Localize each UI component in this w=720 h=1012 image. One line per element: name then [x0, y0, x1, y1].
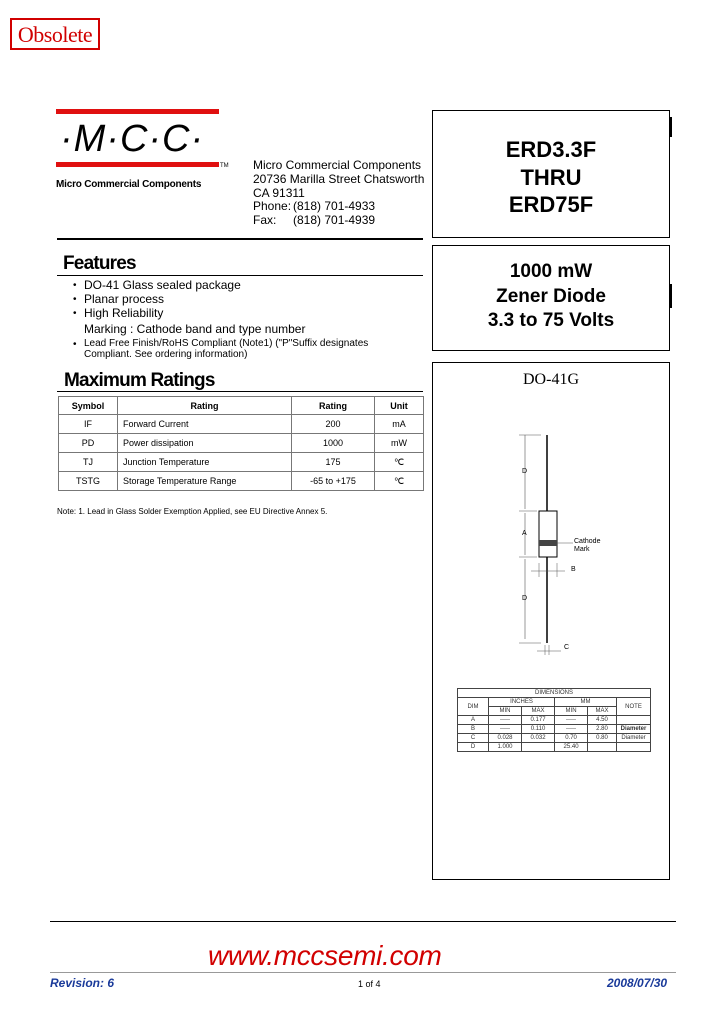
value-cell: 200 [292, 415, 375, 434]
device-type: Zener Diode [496, 286, 606, 307]
feature-item: High Reliability [84, 306, 164, 320]
header-symbol: Symbol [59, 397, 118, 415]
logo-bottom-bar [56, 162, 219, 167]
table-row [59, 434, 424, 453]
sub-header: MIN [555, 707, 588, 716]
value-cell: ----- [555, 716, 588, 725]
dim-header: DIM [458, 698, 489, 716]
value-cell: 0.70 [555, 734, 588, 743]
note-text: Note: 1. Lead in Glass Solder Exemption Applied, see EU Directive Annex 5. [57, 507, 328, 516]
dim-letter-a: A [522, 530, 527, 537]
symbol-cell: TJ [59, 453, 118, 472]
dim-cell: C [458, 734, 489, 743]
package-label: DO-41G [523, 371, 579, 388]
fax-label: Fax: [253, 213, 277, 227]
mcc-logo: ·M·C·C· [60, 118, 205, 160]
table-row [458, 725, 651, 734]
sub-header: MIN [489, 707, 522, 716]
sub-header: MAX [522, 707, 555, 716]
rating-cell: Forward Current [118, 415, 292, 434]
dim-cell: B [458, 725, 489, 734]
part-number-end: ERD75F [508, 192, 594, 217]
value-cell: 25.40 [555, 743, 588, 752]
unit-cell: ℃ [375, 453, 424, 472]
value-cell: -65 to +175 [292, 472, 375, 491]
package-box [432, 362, 670, 880]
inches-header: INCHES [489, 698, 555, 707]
table-row [458, 734, 651, 743]
header-rating: Rating [118, 397, 292, 415]
website-link[interactable]: www.mccsemi.com [208, 940, 442, 971]
table-row [59, 453, 424, 472]
note-cell [617, 743, 651, 752]
symbol-cell: PD [59, 434, 118, 453]
feature-marking: Marking : Cathode band and type number [84, 322, 306, 336]
company-name: Micro Commercial Components [253, 158, 422, 172]
dim-letter-b: B [571, 566, 576, 573]
city-address: CA 91311 [253, 186, 305, 200]
voltage-range: 3.3 to 75 Volts [487, 310, 615, 331]
unit-cell: mW [375, 434, 424, 453]
value-cell: ----- [489, 716, 522, 725]
cathode-band [539, 540, 557, 546]
footer-divider-lower [50, 972, 676, 973]
dim-cell: A [458, 716, 489, 725]
value-cell: 0.177 [522, 716, 555, 725]
max-ratings-divider [57, 391, 423, 392]
dim-letter-c: C [564, 644, 570, 651]
feature-item: Planar process [84, 292, 165, 306]
cathode-mark-label: Cathode Mark [574, 538, 601, 553]
value-cell: 0.028 [489, 734, 522, 743]
dim-cell: D [458, 743, 489, 752]
footer-divider [50, 921, 676, 922]
value-cell: 4.50 [588, 716, 617, 725]
part-number-start: ERD3.3F [505, 137, 597, 162]
table-row [59, 415, 424, 434]
trademark-mark: TM [220, 163, 229, 169]
value-cell [588, 743, 617, 752]
diode-body [539, 511, 557, 557]
package-drawing [433, 363, 669, 683]
dim-letter-d-bottom: D [522, 595, 528, 602]
value-cell: 1000 [292, 434, 375, 453]
part-number-box [432, 110, 670, 238]
page-number: 1 of 4 [358, 979, 381, 989]
dimensions-table [457, 688, 651, 752]
value-cell [522, 743, 555, 752]
rating-cell: Junction Temperature [118, 453, 292, 472]
header-value: Rating [292, 397, 375, 415]
logo-subtitle: Micro Commercial Components [56, 179, 202, 190]
mm-header: MM [555, 698, 617, 707]
box-edge-mark [670, 284, 672, 308]
note-cell: Diameter [617, 734, 651, 743]
revision-date: 2008/07/30 [607, 976, 668, 990]
part-number-thru: THRU [520, 165, 582, 190]
dim-letter-d-top: D [522, 468, 528, 475]
features-divider [57, 275, 423, 276]
value-cell: 0.80 [588, 734, 617, 743]
table-row [458, 716, 651, 725]
power-rating: 1000 mW [509, 261, 593, 282]
header-unit: Unit [375, 397, 424, 415]
header-divider [57, 238, 423, 240]
feature-item: DO-41 Glass sealed package [84, 278, 241, 292]
rating-cell: Storage Temperature Range [118, 472, 292, 491]
max-ratings-table [58, 396, 424, 491]
table-row [458, 743, 651, 752]
phone-number: (818) 701-4933 [293, 199, 376, 213]
value-cell: ----- [555, 725, 588, 734]
symbol-cell: TSTG [59, 472, 118, 491]
note-cell: Diameter [617, 725, 651, 734]
fax-number: (818) 701-4939 [293, 213, 376, 227]
value-cell: 2.80 [588, 725, 617, 734]
obsolete-stamp: Obsolete [10, 18, 100, 50]
symbol-cell: IF [59, 415, 118, 434]
max-ratings-title: Maximum Ratings [64, 370, 215, 391]
box-edge-mark [670, 117, 672, 137]
features-title: Features [63, 253, 136, 274]
dimensions-title: DIMENSIONS [458, 689, 651, 698]
street-address: 20736 Marilla Street Chatsworth [253, 172, 425, 186]
table-row [59, 472, 424, 491]
revision-label: Revision: 6 [50, 976, 115, 990]
unit-cell: mA [375, 415, 424, 434]
note-header: NOTE [617, 698, 651, 716]
table-header-row [59, 397, 424, 415]
phone-label: Phone: [253, 199, 292, 213]
sub-header: MAX [588, 707, 617, 716]
description-box [432, 245, 670, 351]
value-cell: ----- [489, 725, 522, 734]
rating-cell: Power dissipation [118, 434, 292, 453]
unit-cell: ℃ [375, 472, 424, 491]
feature-leadfree-line1: Lead Free Finish/RoHS Compliant (Note1) ("P"Suffix designates [84, 338, 369, 349]
value-cell: 0.032 [522, 734, 555, 743]
value-cell: 0.110 [522, 725, 555, 734]
feature-leadfree-line2: Compliant. See ordering information) [84, 349, 248, 360]
logo-top-bar [56, 109, 219, 114]
value-cell: 1.000 [489, 743, 522, 752]
value-cell: 175 [292, 453, 375, 472]
note-cell [617, 716, 651, 725]
